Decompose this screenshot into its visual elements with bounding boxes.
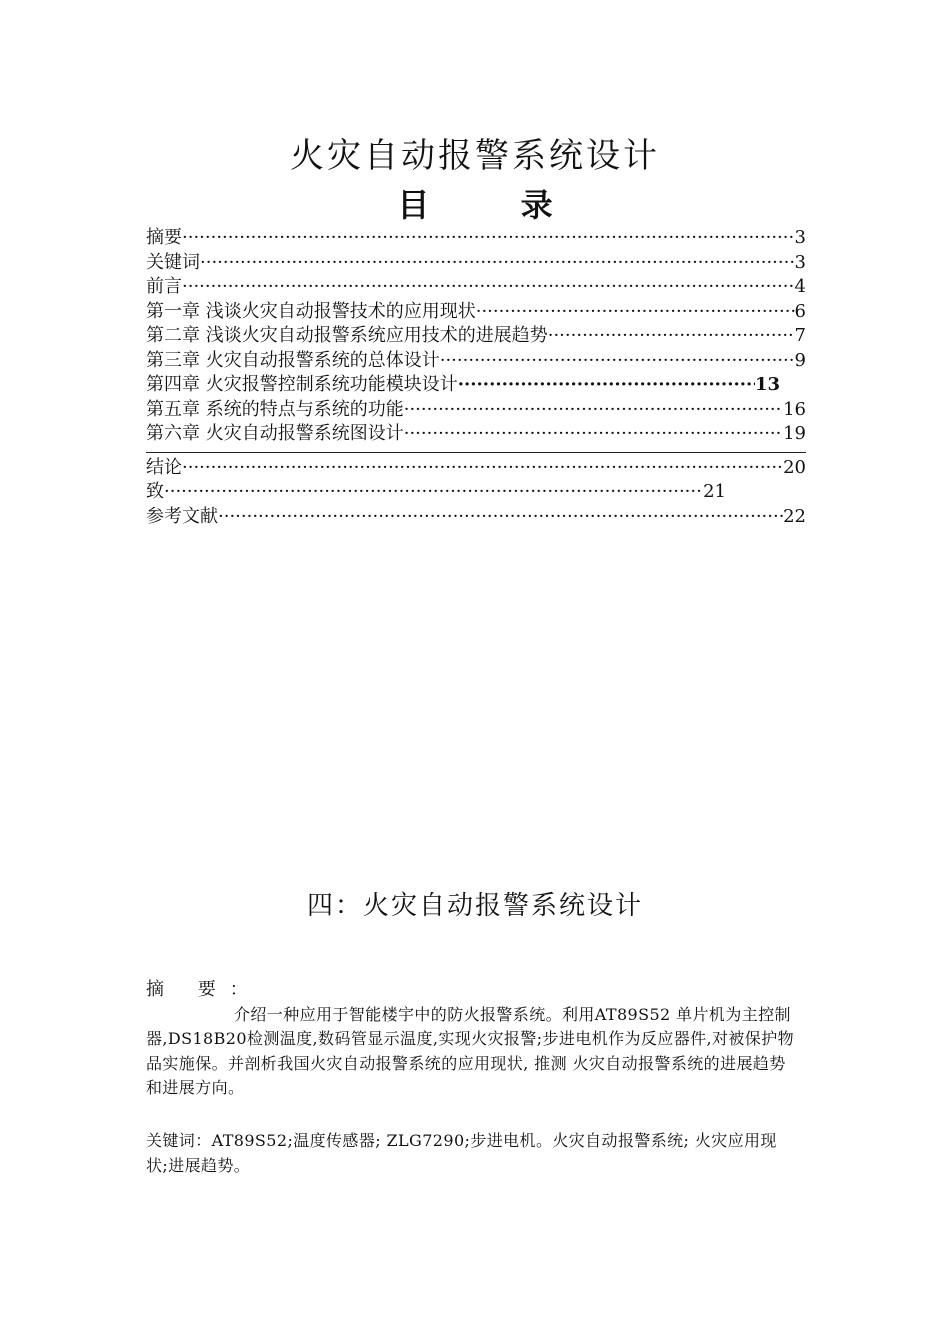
toc-leader-dots	[404, 422, 783, 446]
toc-leader-dots	[182, 456, 783, 480]
toc-entry-page: 16	[783, 398, 806, 420]
keywords-label: 关键词：	[146, 1131, 212, 1150]
toc-leader-dots	[218, 505, 783, 529]
toc-entry[interactable]	[146, 226, 806, 251]
abstract-block	[146, 978, 798, 1101]
toc-entry[interactable]	[146, 324, 806, 349]
toc-leader-dots	[476, 300, 795, 324]
toc-leader-dots	[164, 480, 703, 504]
toc-entry[interactable]	[146, 480, 726, 505]
toc-entry-label: 前言	[146, 276, 182, 297]
keywords-text: AT89S52;温度传感器; ZLG7290;步进电机。火灾自动报警系统; 火灾应用现状;进展趋势。	[146, 1131, 777, 1175]
toc-entry-page: 13	[754, 374, 780, 395]
section-title: 四：火灾自动报警系统设计	[306, 891, 643, 921]
toc-entry-label: 致	[146, 481, 164, 502]
toc-entry-page: 9	[794, 349, 806, 371]
toc-entry-page: 20	[783, 456, 806, 478]
toc-entry[interactable]	[146, 422, 806, 447]
toc-entry-label: 第五章 系统的特点与系统的功能	[146, 398, 404, 420]
toc-entry-page: 6	[794, 300, 806, 322]
toc-leader-dots	[182, 275, 795, 299]
toc-leader-dots	[548, 324, 795, 348]
toc-entry-page: 3	[794, 227, 806, 248]
toc-entry[interactable]	[146, 373, 780, 398]
toc-leader-dots	[404, 398, 783, 422]
toc-entry-label: 第六章 火灾自动报警系统图设计	[146, 423, 404, 444]
toc-entry-label: 参考文献	[146, 505, 218, 527]
toc-entry[interactable]	[146, 349, 806, 374]
toc-leader-dots	[440, 349, 795, 373]
abstract-label: 摘 要：	[146, 979, 262, 1000]
toc-leader-dots	[458, 373, 755, 397]
document-title: 火灾自动报警系统设计	[290, 136, 660, 176]
toc-entry-page: 4	[794, 276, 806, 297]
toc-entry-label: 第一章 浅谈火灾自动报警技术的应用现状	[146, 300, 476, 322]
toc-entry[interactable]	[146, 300, 806, 325]
toc-entry[interactable]	[146, 251, 806, 276]
toc-entry-label: 结论	[146, 456, 182, 478]
toc-entry[interactable]	[146, 275, 806, 300]
toc-entry[interactable]	[146, 505, 806, 530]
toc-entry-label: 第二章 浅谈火灾自动报警系统应用技术的进展趋势	[146, 325, 548, 346]
toc-entry[interactable]	[146, 456, 806, 481]
toc-entry-page: 3	[794, 251, 806, 273]
table-of-contents	[146, 226, 806, 529]
toc-heading: 目 录	[397, 186, 593, 224]
keywords-block	[146, 1128, 798, 1178]
toc-entry-label: 关键词	[146, 251, 200, 273]
toc-entry-label: 摘要	[146, 227, 182, 248]
toc-entry-page: 7	[794, 325, 806, 346]
toc-divider	[146, 452, 806, 453]
toc-entry-page: 19	[783, 423, 806, 444]
toc-entry-label: 第三章 火灾自动报警系统的总体设计	[146, 349, 440, 371]
toc-entry[interactable]	[146, 398, 806, 423]
toc-entry-page: 22	[783, 505, 806, 527]
toc-entry-label: 第四章 火灾报警控制系统功能模块设计	[146, 374, 458, 395]
abstract-body: 介绍一种应用于智能楼宇中的防火报警系统。利用AT89S52 单片机为主控制器,DS18B20检测温度,数码管显示温度,实现火灾报警;步进电机作为反应器件,对被保护物品实施保。并剖析我国火灾自动报警系统的应用现状, 推测 火灾自动报警系统的进展趋势和进展方向。	[146, 1004, 795, 1097]
toc-leader-dots	[182, 226, 795, 250]
toc-entry-page: 21	[703, 481, 726, 502]
toc-leader-dots	[200, 251, 795, 275]
